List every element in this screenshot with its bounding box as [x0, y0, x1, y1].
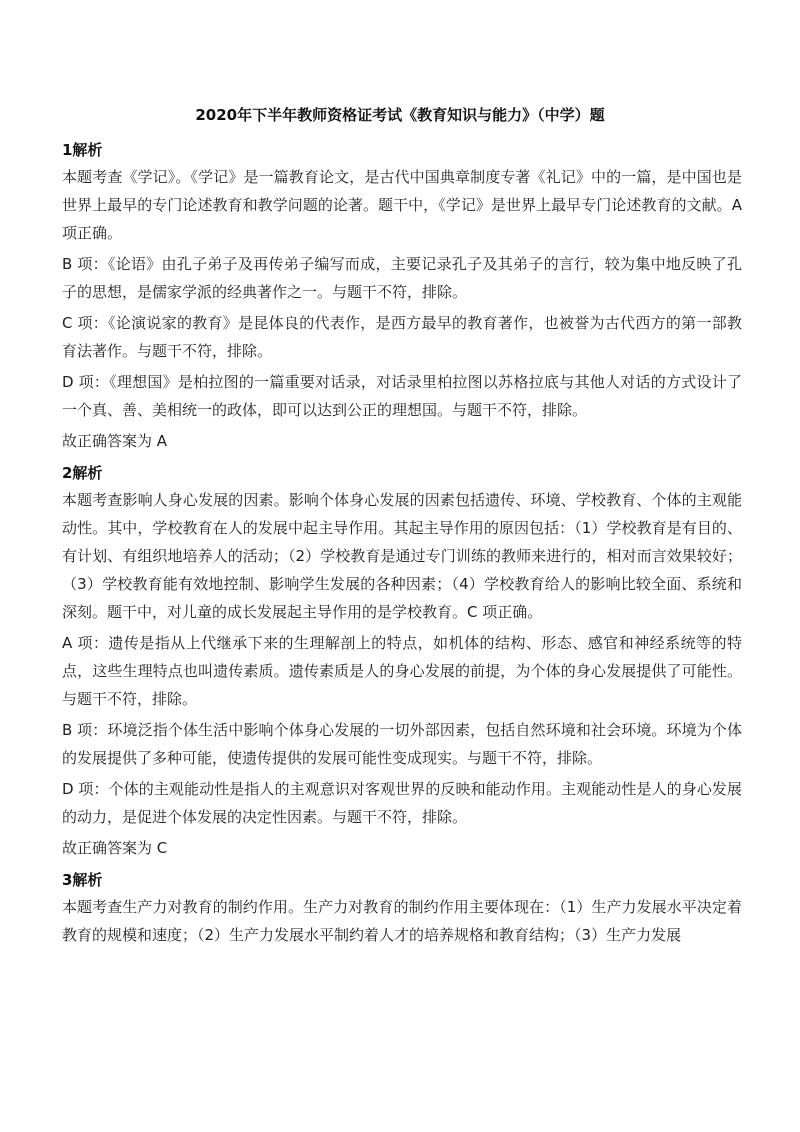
paragraph: B 项：环境泛指个体生活中影响个体身心发展的一切外部因素，包括自然环境和社会环境。环境为个体的发展提供了多种可能，使遗传提供的发展可能性变成现实。与题干不符，排除。 — [62, 721, 742, 767]
answer-conclusion: 故正确答案为 A — [62, 432, 168, 450]
paragraph: A 项：遗传是指从上代继承下来的生理解剖上的特点，如机体的结构、形态、感官和神经系统等的特点，这些生理特点也叫遗传素质。遗传素质是人的身心发展的前提，为个体的身心发展提供了可能性。与题干不符，排除。 — [62, 634, 742, 708]
paragraph: 本题考查生产力对教育的制约作用。生产力对教育的制约作用主要体现在：（1）生产力发展水平决定着教育的规模和速度；（2）生产力发展水平制约着人才的培养规格和教育结构；（3）生产力发展 — [62, 898, 742, 944]
paragraph: D 项：《理想国》是柏拉图的一篇重要对话录，对话录里柏拉图以苏格拉底与其他人对话的方式设计了一个真、善、美相统一的政体，即可以达到公正的理想国。与题干不符，排除。 — [62, 373, 742, 419]
paragraph: 本题考查影响人身心发展的因素。影响个体身心发展的因素包括遗传、环境、学校教育、个体的主观能动性。其中，学校教育在人的发展中起主导作用。其起主导作用的原因包括：（1）学校教育是有目的、有计划、有组织地培养人的活动；（2）学校教育是通过专门训练的教师来进行的，相对而言效果较好；（3）学校教育能有效地控制、影响学生发展的各种因素；（4）学校教育给人的影响比较全面、系统和深刻。题干中，对儿童的成长发展起主导作用的是学校教育。C 项正确。 — [62, 491, 742, 621]
answer-section-1 — [62, 137, 742, 455]
answer-section-3 — [62, 867, 742, 949]
paragraph: D 项：个体的主观能动性是指人的主观意识对客观世界的反映和能动作用。主观能动性是人的身心发展的动力，是促进个体发展的决定性因素。与题干不符，排除。 — [62, 780, 742, 826]
section-heading: 1解析 — [62, 141, 103, 159]
paragraph: C 项：《论演说家的教育》是昆体良的代表作，是西方最早的教育著作，也被誉为古代西方的第一部教育法著作。与题干不符，排除。 — [62, 314, 742, 360]
answer-conclusion: 故正确答案为 C — [62, 839, 168, 857]
section-heading: 2解析 — [62, 464, 103, 482]
paragraph: 本题考查《学记》。《学记》是一篇教育论文，是古代中国典章制度专著《礼记》中的一篇，是中国也是世界上最早的专门论述教育和教学问题的论著。题干中，《学记》是世界上最早专门论述教育的文献。A 项正确。 — [62, 168, 742, 242]
document-body — [62, 137, 742, 952]
answer-section-2 — [62, 460, 742, 862]
section-heading: 3解析 — [62, 871, 103, 889]
document-title: 2020年下半年教师资格证考试《教育知识与能力》（中学）题 — [195, 106, 605, 124]
paragraph: B 项：《论语》由孔子弟子及再传弟子编写而成，主要记录孔子及其弟子的言行，较为集中地反映了孔子的思想，是儒家学派的经典著作之一。与题干不符，排除。 — [62, 255, 742, 301]
